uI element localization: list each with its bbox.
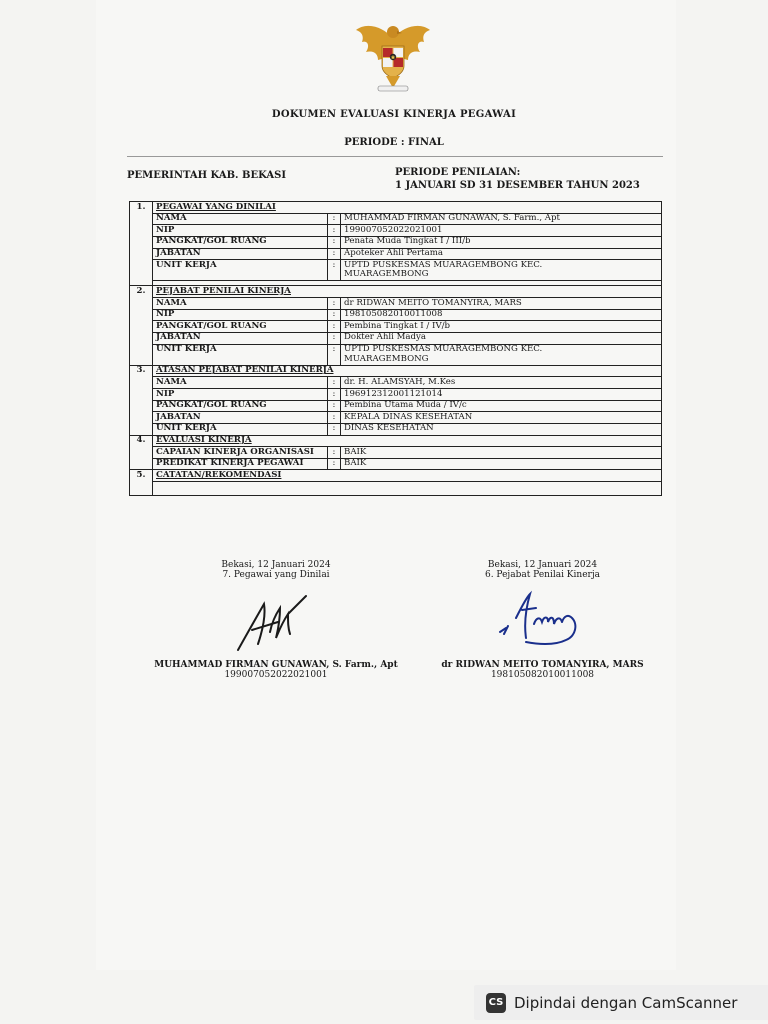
- row-value: 198105082010011008: [341, 309, 662, 321]
- row-colon: :: [328, 309, 341, 321]
- row-value: MUHAMMAD FIRMAN GUNAWAN, S. Farm., Apt: [341, 213, 662, 225]
- section-header: [130, 202, 662, 214]
- section-number: 1.: [130, 202, 153, 286]
- signature-name: dr RIDWAN MEITO TOMANYIRA, MARS: [441, 660, 644, 670]
- table-row: [130, 298, 662, 310]
- row-label: NIP: [153, 225, 328, 237]
- signature-role: 6. Pejabat Penilai Kinerja: [484, 570, 600, 580]
- header-divider: [127, 156, 663, 157]
- row-value-line: UPTD PUSKESMAS MUARAGEMBONG KEC.: [344, 344, 543, 354]
- section-header: [130, 365, 662, 377]
- row-label: JABATAN: [153, 412, 328, 424]
- table-row: [130, 309, 662, 321]
- periode-penilaian-range: 1 JANUARI SD 31 DESEMBER TAHUN 2023: [395, 180, 640, 191]
- signature-nip: 198105082010011008: [490, 670, 595, 680]
- row-label: CAPAIAN KINERJA ORGANISASI: [153, 447, 328, 459]
- row-colon: :: [328, 213, 341, 225]
- section-number: 5.: [130, 470, 153, 496]
- section-title: CATATAN/REKOMENDASI: [153, 470, 662, 482]
- row-colon: :: [328, 412, 341, 424]
- table-row: [130, 389, 662, 401]
- row-value: KEPALA DINAS KESEHATAN: [341, 412, 662, 424]
- row-value: dr RIDWAN MEITO TOMANYIRA, MARS: [341, 298, 662, 310]
- section-header: [130, 435, 662, 447]
- table-row: [130, 260, 662, 281]
- row-label: NAMA: [153, 377, 328, 389]
- row-colon: :: [328, 458, 341, 470]
- row-label: PREDIKAT KINERJA PEGAWAI: [153, 458, 328, 470]
- row-colon: :: [328, 225, 341, 237]
- signature-assessor-icon: [496, 588, 592, 650]
- row-label: NIP: [153, 309, 328, 321]
- row-label: UNIT KERJA: [153, 423, 328, 435]
- row-colon: :: [328, 236, 341, 248]
- row-value: [341, 260, 662, 281]
- signature-place-date: Bekasi, 12 Januari 2024: [487, 560, 598, 570]
- evaluation-table: [129, 201, 662, 496]
- document-title: DOKUMEN EVALUASI KINERJA PEGAWAI: [271, 109, 517, 120]
- row-value: Penata Muda Tingkat I / III/b: [341, 236, 662, 248]
- section-header: [130, 470, 662, 482]
- table-row: [130, 332, 662, 344]
- row-value: DINAS KESEHATAN: [341, 423, 662, 435]
- camscanner-icon: CS: [486, 993, 506, 1013]
- signature-block-employee: [146, 560, 406, 580]
- row-value: Apoteker Ahli Pertama: [341, 248, 662, 260]
- row-value: dr. H. ALAMSYAH, M.Kes: [341, 377, 662, 389]
- row-value: 196912312001121014: [341, 389, 662, 401]
- notes-cell: [153, 482, 662, 496]
- signature-name: MUHAMMAD FIRMAN GUNAWAN, S. Farm., Apt: [154, 660, 398, 670]
- table-row: [130, 213, 662, 225]
- row-label: JABATAN: [153, 248, 328, 260]
- row-label: NAMA: [153, 213, 328, 225]
- section-title: PEJABAT PENILAI KINERJA: [153, 286, 662, 298]
- table-row: [130, 344, 662, 365]
- government-label: PEMERINTAH KAB. BEKASI: [127, 170, 287, 181]
- section-title: PEGAWAI YANG DINILAI: [153, 202, 662, 214]
- table-row: [130, 377, 662, 389]
- row-colon: :: [328, 298, 341, 310]
- row-value: [341, 344, 662, 365]
- camscanner-badge: [474, 985, 768, 1020]
- row-colon: :: [328, 389, 341, 401]
- section-number: 3.: [130, 365, 153, 435]
- row-value-line: MUARAGEMBONG: [344, 353, 429, 364]
- section-number: 2.: [130, 286, 153, 365]
- notes-row: [130, 482, 662, 496]
- row-label: NIP: [153, 389, 328, 401]
- section-title: EVALUASI KINERJA: [153, 435, 662, 447]
- row-colon: :: [328, 377, 341, 389]
- row-value: Dokter Ahli Madya: [341, 332, 662, 344]
- signature-place-date: Bekasi, 12 Januari 2024: [221, 560, 331, 570]
- row-label: JABATAN: [153, 332, 328, 344]
- section-header: [130, 286, 662, 298]
- row-label: PANGKAT/GOL RUANG: [153, 400, 328, 412]
- row-value: Pembina Tingkat I / IV/b: [341, 321, 662, 333]
- row-colon: :: [328, 447, 341, 459]
- signature-role: 7. Pegawai yang Dinilai: [222, 570, 330, 580]
- row-colon: :: [328, 344, 341, 365]
- row-colon: :: [328, 400, 341, 412]
- signature-name-block-assessor: [430, 660, 655, 680]
- table-row: [130, 400, 662, 412]
- table-row: [130, 236, 662, 248]
- table-row: [130, 423, 662, 435]
- periode-penilaian-label: PERIODE PENILAIAN:: [395, 167, 521, 178]
- signature-block-assessor: [430, 560, 655, 580]
- section-number: 4.: [130, 435, 153, 470]
- row-value-line: MUARAGEMBONG: [344, 269, 429, 280]
- row-colon: :: [328, 332, 341, 344]
- table-row: [130, 225, 662, 237]
- row-label: UNIT KERJA: [153, 344, 328, 365]
- row-colon: :: [328, 248, 341, 260]
- table-row: [130, 447, 662, 459]
- row-value: BAIK: [341, 447, 662, 459]
- section-title: ATASAN PEJABAT PENILAI KINERJA: [153, 365, 662, 377]
- row-label: PANGKAT/GOL RUANG: [153, 236, 328, 248]
- row-colon: :: [328, 321, 341, 333]
- row-colon: :: [328, 423, 341, 435]
- row-value-line: UPTD PUSKESMAS MUARAGEMBONG KEC.: [344, 259, 543, 270]
- row-value: BAIK: [341, 458, 662, 470]
- signature-nip: 199007052022021001: [224, 670, 328, 680]
- table-row: [130, 458, 662, 470]
- signature-name-block-employee: [146, 660, 406, 680]
- garuda-emblem-icon: [352, 16, 434, 94]
- row-label: PANGKAT/GOL RUANG: [153, 321, 328, 333]
- table-row: [130, 321, 662, 333]
- table-row: [130, 248, 662, 260]
- row-label: UNIT KERJA: [153, 260, 328, 281]
- row-value: 199007052022021001: [341, 225, 662, 237]
- camscanner-label: Dipindai dengan CamScanner: [514, 993, 738, 1012]
- row-label: NAMA: [153, 298, 328, 310]
- row-colon: :: [328, 260, 341, 281]
- signature-employee-icon: [232, 592, 312, 654]
- document-periode: PERIODE : FINAL: [344, 137, 444, 148]
- row-value: Pembina Utama Muda / IV/c: [341, 400, 662, 412]
- table-row: [130, 412, 662, 424]
